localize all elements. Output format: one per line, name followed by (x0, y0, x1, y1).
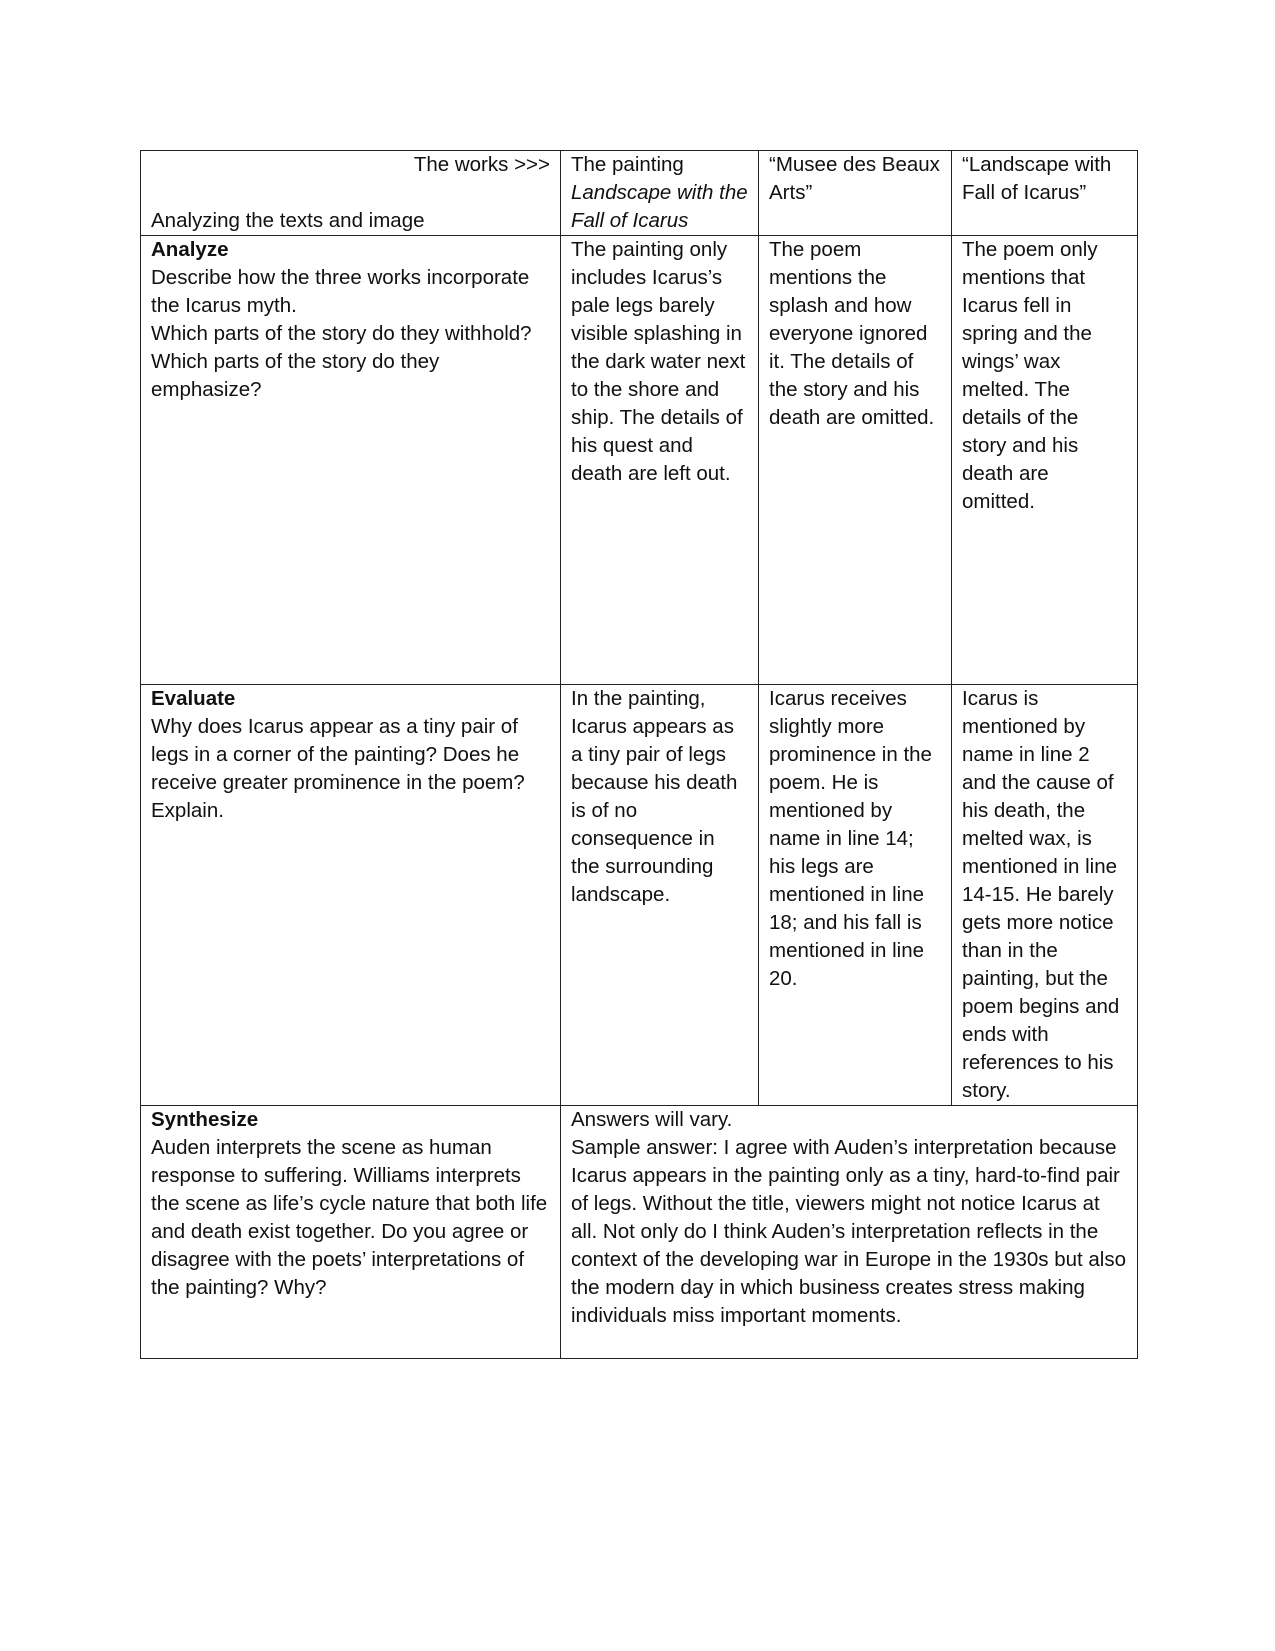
musee-title: “Musee des Beaux Arts” (769, 153, 940, 204)
analyze-prompt-line2: Which parts of the story do they withhold? Which parts of the story do they emphasize? (151, 322, 532, 401)
evaluate-landscape-text: Icarus is mentioned by name in line 2 and the cause of his death, the melted wax, is mentioned in line 14-15. He barely gets more notice than in the painting, but the poem begins and ends with references to his story. (962, 687, 1120, 1102)
analyze-painting-cell (561, 236, 759, 685)
header-cell-landscape-poem (952, 151, 1138, 236)
evaluate-landscape-cell (952, 685, 1138, 1106)
table-row-analyze (141, 236, 1138, 685)
analyze-musee-cell (759, 236, 952, 685)
synthesize-prompt-cell (141, 1106, 561, 1359)
evaluate-musee-cell (759, 685, 952, 1106)
analyze-prompt-line1: Describe how the three works incorporate the Icarus myth. (151, 266, 530, 317)
table-row-synthesize (141, 1106, 1138, 1359)
analyze-landscape-text: The poem only mentions that Icarus fell in spring and the wings’ wax melted. The details of the story and his death are omitted. (962, 238, 1098, 513)
header-cell-prompt (141, 151, 561, 236)
header-cell-painting (561, 151, 759, 236)
header-cell-musee (759, 151, 952, 236)
painting-header-label: The painting (571, 153, 684, 176)
landscape-poem-title: “Landscape with Fall of Icarus” (962, 153, 1112, 204)
evaluate-musee-text: Icarus receives slightly more prominence in the poem. He is mentioned by name in line 14; his legs are mentioned in line 18; and his fall is mentioned in line 20. (769, 687, 932, 990)
analyzing-label: Analyzing the texts and image (151, 209, 425, 232)
table-header-row (141, 151, 1138, 236)
evaluate-painting-cell (561, 685, 759, 1106)
analyze-heading: Analyze (151, 238, 229, 261)
evaluate-heading: Evaluate (151, 687, 236, 710)
evaluate-prompt: Why does Icarus appear as a tiny pair of legs in a corner of the painting? Does he receive greater prominence in the poem? Explain. (151, 715, 525, 822)
analyze-musee-text: The poem mentions the splash and how everyone ignored it. The details of the story and his death are omitted. (769, 238, 935, 429)
analyze-painting-text: The painting only includes Icarus’s pale legs barely visible splashing in the dark water next to the shore and ship. The details of his quest and death are left out. (571, 238, 746, 485)
analysis-table (140, 150, 1138, 1359)
synthesize-prompt: Auden interprets the scene as human response to suffering. Williams interprets the scene as life’s cycle nature that both life and death exist together. Do you agree or disagree with the poets’ interpretations of the painting? Why? (151, 1136, 548, 1299)
synthesize-sample-answer: Sample answer: I agree with Auden’s interpretation because Icarus appears in the painting only as a tiny, hard-to-find pair of legs. Without the title, viewers might not notice Icarus at all. Not only do I think Auden’s interpretation reflects in the context of the developing war in Europe in the 1930s but also the modern day in which business creates stress making individuals miss important moments. (571, 1136, 1127, 1327)
evaluate-prompt-cell (141, 685, 561, 1106)
evaluate-painting-text: In the painting, Icarus appears as a tiny pair of legs because his death is of no consequence in the surrounding landscape. (571, 687, 738, 906)
synthesize-answer-cell (561, 1106, 1138, 1359)
analyze-landscape-cell (952, 236, 1138, 685)
synthesize-heading: Synthesize (151, 1108, 259, 1131)
analyze-prompt-cell (141, 236, 561, 685)
table-row-evaluate (141, 685, 1138, 1106)
painting-title: Landscape with the Fall of Icarus (571, 181, 748, 232)
synthesize-answer-intro: Answers will vary. (571, 1108, 733, 1131)
works-label: The works >>> (413, 153, 550, 176)
